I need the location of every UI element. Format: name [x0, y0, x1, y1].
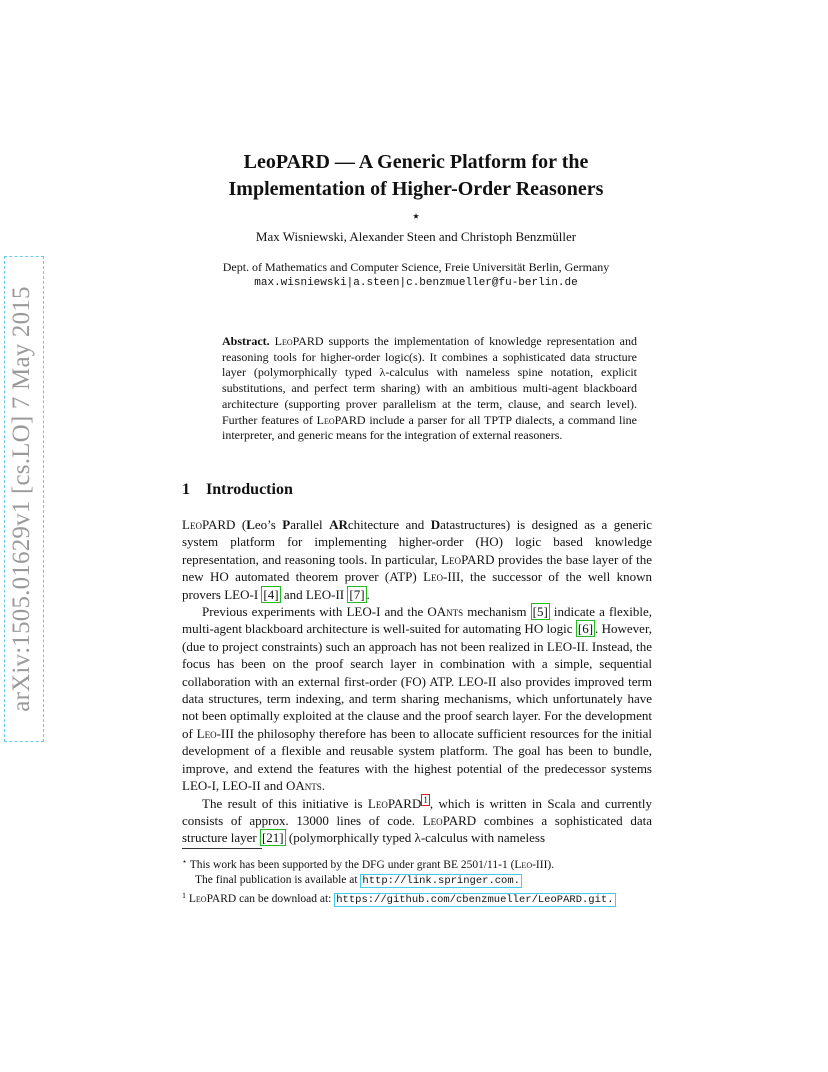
section-heading [182, 481, 293, 499]
text-span: PARD ( [201, 517, 247, 532]
acronym-letter: L [246, 517, 255, 532]
footnote-1 [182, 854, 654, 888]
citation-link[interactable]: [6] [577, 621, 594, 637]
affiliation: Dept. of Mathematics and Computer Science, Freie Universität Berlin, Germany [222, 260, 610, 274]
text-leo: Leo [367, 795, 388, 811]
text-oants: nts [446, 604, 464, 620]
text-span: indicate a flexible, multi-agent blackboard architecture is well-suited for automating HO logic [182, 604, 652, 637]
text-span: , the successor of the well known provers LEO-I [182, 569, 652, 602]
arxiv-identifier[interactable]: arXiv:1505.01629v1 [cs.LO] 7 May 2015 [8, 286, 35, 712]
text-span: chitecture and [347, 517, 431, 532]
section-number: 1 [182, 481, 190, 498]
text-span: . [366, 586, 370, 602]
text-leo: Leo [188, 893, 207, 905]
email-addresses: max.wisniewski|a.steen|c.benzmueller@fu-berlin.de [254, 277, 578, 289]
text-span: Previous experiments with LEO-I and the OA [202, 604, 447, 620]
text-span: (polymorphically typed λ-calculus with nameless [285, 830, 546, 846]
acronym-letter: P [282, 517, 291, 532]
text-span: . [321, 778, 325, 794]
acronym-letter: D [430, 517, 441, 532]
text-span: the philosophy therefore has been to allocate sufficient resources for the initial development of a flexible and reusable system platform. The goal has been to bundle, improve, and extend the features with the highest potential of the predecessor systems LEO-I, LEO-II and OA [182, 725, 652, 794]
text-span: PARD can be download at: [206, 893, 335, 905]
text-span: The result of this initiative is [202, 795, 368, 811]
body-text [182, 516, 652, 847]
text-span: and LEO-II [280, 586, 348, 602]
text-span: . However, (due to project constraints) such an approach has not been realized in LEO-II. Instead, the focus has been on the proof search layer in combination with a simple, sequential collaboration with an external first-order (FO) ATP. LEO-II also provides improved term data structures, term indexing, and term sharing mechanisms, which unfortunately have not been optimally exploited at the clause and the proof search layer. For the development of [182, 621, 653, 741]
abstract-leo-2: Leo [316, 412, 335, 427]
text-span: PARD combines a sophisticated data structure layer [182, 812, 652, 846]
github-link[interactable]: https://github.com/cbenzmueller/LeoPARD.git. [336, 894, 614, 906]
abstract [222, 334, 637, 444]
text-span: mechanism [463, 604, 531, 620]
title-line-2 [150, 176, 682, 230]
text-leo: Leo [422, 812, 443, 828]
affiliation-block [150, 259, 682, 291]
text-span: atastructures) is designed as a generic system platform for implementing higher-order (HO) logic based knowledge representation, and reasoning tools. In particular, [182, 517, 652, 567]
citation-link[interactable]: [5] [532, 604, 548, 620]
text-span: eo’s [254, 517, 283, 532]
abstract-leo-1: Leo [274, 334, 293, 348]
abstract-text-2: PARD include a parser for all TPTP dialects, a command line interpreter, and generic means for the integration of external reasoners. [222, 412, 637, 443]
citation-link[interactable]: [4] [263, 586, 279, 602]
text-span: arallel [290, 517, 330, 532]
text-span: PARD provides the base layer of the new HO automated theorem prover (ATP) [182, 551, 652, 585]
text-leo-iii: Leo-III [196, 725, 234, 741]
citation-link[interactable]: [7] [349, 586, 365, 602]
text-span: The final publication is available at [195, 874, 361, 886]
acronym-letter: AR [329, 517, 348, 532]
title-line-2-text: Implementation of Higher-Order Reasoners [228, 178, 604, 200]
text-oants: nts [304, 778, 322, 794]
footnotes [182, 854, 654, 907]
title-footnote-mark[interactable]: ⋆ [412, 209, 420, 223]
text-leo-iii: Leo-III [514, 859, 548, 871]
text-span: PARD [387, 795, 422, 811]
text-span: ). [547, 859, 555, 871]
citation-link[interactable]: [21] [261, 830, 284, 846]
paper-title [150, 149, 682, 230]
section-title: Introduction [206, 481, 293, 498]
abstract-text-1: PARD supports the implementation of knowledge representation and reasoning tools for higher-order logic(s). It combines a sophisticated data structure layer (polymorphically typed λ-calculus with nameless spine notation, explicit substitutions, and perfect term sharing) with an ambitious multi-agent blackboard architecture (supporting prover parallelism at the term, clause, and search level). Further features of [222, 334, 638, 427]
text-leo: Leo [182, 517, 202, 532]
footnote-mark: 1 [182, 891, 186, 900]
paragraph-1 [182, 516, 652, 603]
text-span: , which is written in Scala and currently consists of approx. 13000 lines of code. [182, 795, 652, 828]
footnote-link[interactable]: 1 [423, 794, 428, 805]
text-leo-iii: Leo-III [423, 569, 461, 585]
paragraph-2 [182, 603, 652, 794]
footnote-2 [182, 888, 654, 907]
springer-link[interactable]: http://link.springer.com. [362, 875, 520, 887]
text-span: This work has been supported by the DFG under grant BE 2501/11-1 ( [189, 859, 515, 871]
abstract-label: Abstract. [222, 334, 270, 348]
paragraph-3 [182, 795, 652, 847]
text-leo: Leo [441, 551, 462, 567]
footnote-divider [182, 848, 262, 849]
footnote-mark: ⋆ [182, 857, 188, 866]
author-list: Max Wisniewski, Alexander Steen and Christoph Benzmüller [255, 229, 577, 244]
title-line-1: LeoPARD — A Generic Platform for the [243, 151, 589, 173]
